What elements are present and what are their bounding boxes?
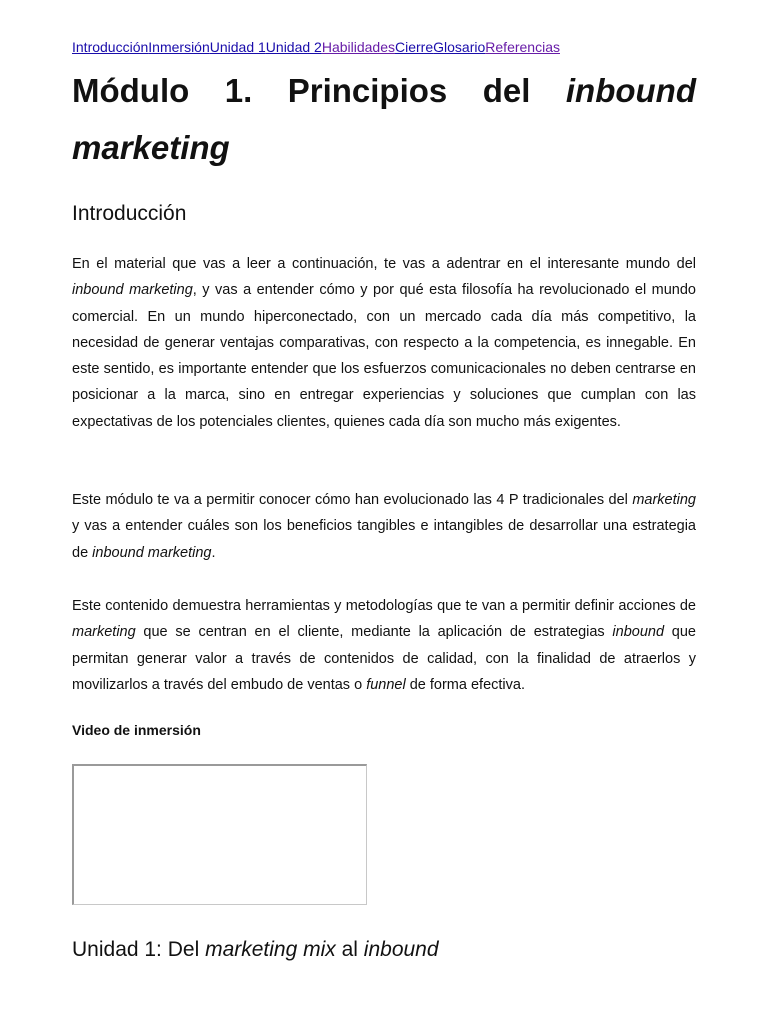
nav-link-introduccion[interactable]: Introducción [72,39,149,55]
unit1_heading-segment-0: Unidad 1: Del [72,938,206,961]
paragraph2-segment-4: . [211,544,216,561]
module-title-italic: inbound marketing [72,72,696,166]
nav-link-cierre[interactable]: Cierre [395,39,434,55]
paragraph3-segment-5: funnel [366,676,406,693]
nav-link-unidad-2[interactable]: Unidad 2 [265,39,322,55]
unit1_heading-segment-2: al [335,938,364,961]
unit1_heading-segment-1: marketing mix [205,938,336,961]
video-embed[interactable] [72,764,367,905]
module-title [72,62,696,176]
paragraph2-segment-0: Este módulo te va a permitir conocer cómo han evolucionado las 4 P tradicionales del [72,492,633,508]
unit1_heading-segment-3: inbound [363,938,439,961]
nav-link-inmersion[interactable]: Inmersión [148,39,210,55]
paragraph3-segment-6: de forma efectiva. [405,676,525,693]
paragraph1-segment-0: En el material que vas a leer a continuación, te vas a adentrar en el interesante mundo del [72,256,696,272]
paragraph3-segment-4: que permitan generar valor a través de contenidos de calidad, con la finalidad de atraerlos y movilizarlos a través del embudo de ventas o [72,624,696,693]
nav-link-unidad-1[interactable]: Unidad 1 [209,39,266,55]
paragraph3-segment-1: marketing [72,624,136,641]
paragraph1-segment-1: inbound marketing [72,282,193,299]
paragraph2-segment-2: y vas a entender cuáles son los beneficios tangibles e intangibles de desarrollar una estrategia de [72,518,696,561]
paragraph3-segment-2: que se centran en el cliente, mediante la aplicación de estrategias [135,624,613,641]
nav-link-referencias[interactable]: Referencias [485,39,560,55]
paragraph3-segment-3: inbound [612,624,665,641]
video-label: Video de inmersión [72,722,201,738]
paragraph3-segment-0: Este contenido demuestra herramientas y metodologías que te van a permitir definir acciones de [72,598,696,614]
nav-link-glosario[interactable]: Glosario [433,39,486,55]
section-nav [72,38,560,56]
unit-1-heading [72,937,439,963]
intro-heading: Introducción [72,202,187,225]
paragraph2-segment-1: marketing [632,492,696,508]
module-title-prefix: Módulo 1. Principios del [72,72,566,109]
intro-paragraph-3 [72,593,696,698]
paragraph1-segment-2: , y vas a entender cómo y por qué esta filosofía ha revolucionado el mundo comercial. En un mundo hiperconectado, con un mercado cada día más competitivo, la necesidad de generar ventajas comparativas, con respecto a la competencia, es innegable. En este sentido, es importante entender que los esfuerzos comunicacionales no deben centrarse en posicionar a la marca, sino en entregar experiencias y soluciones que cumplan con las expectativas de los potenciales clientes, quienes cada día son mucho más exigentes. [72,282,696,430]
intro-paragraph-2 [72,487,696,566]
nav-link-habilidades[interactable]: Habilidades [321,39,396,55]
paragraph2-segment-3: inbound marketing [92,544,212,561]
intro-paragraph-1 [72,251,696,435]
